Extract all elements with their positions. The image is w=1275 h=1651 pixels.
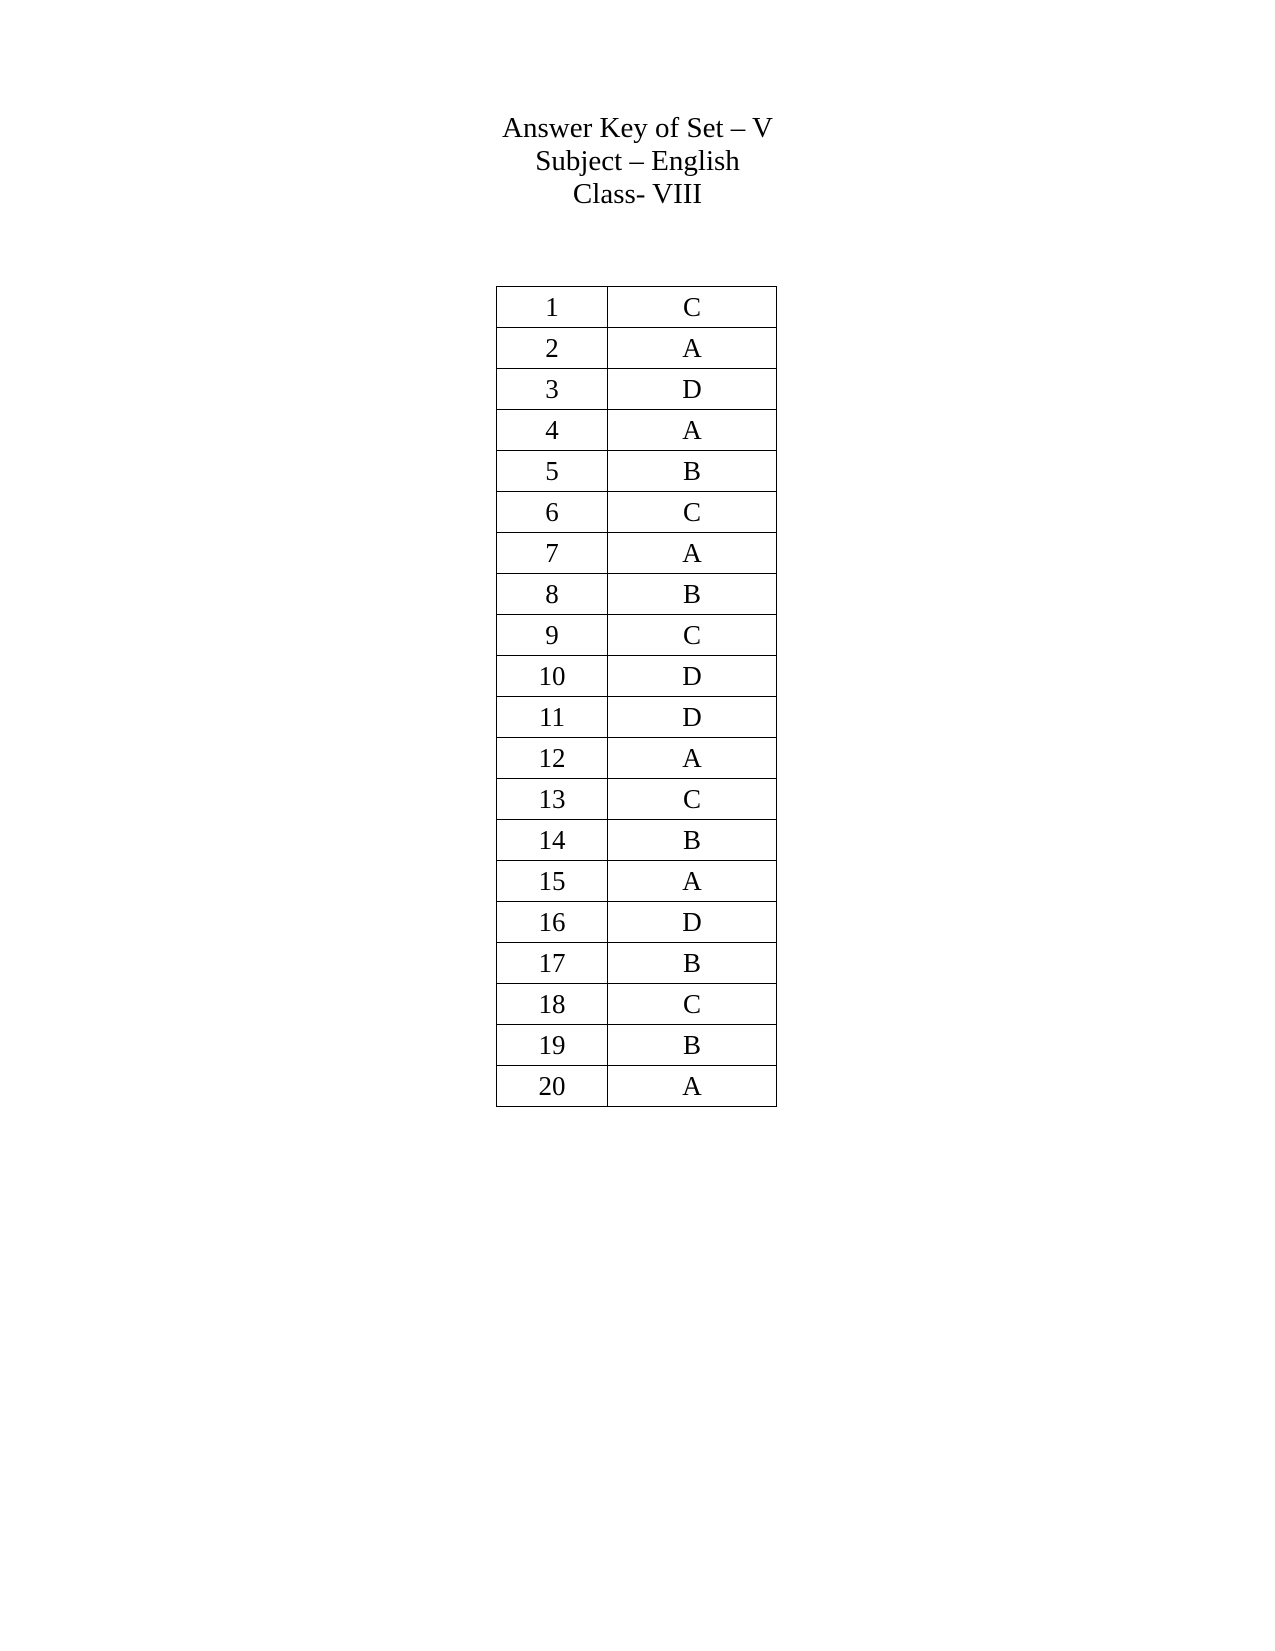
table-row: [497, 1066, 777, 1107]
question-number: 6: [497, 492, 608, 533]
answer-option: D: [608, 656, 777, 697]
table-row: [497, 410, 777, 451]
answer-option: C: [608, 984, 777, 1025]
answer-option: A: [608, 410, 777, 451]
question-number: 12: [497, 738, 608, 779]
question-number: 13: [497, 779, 608, 820]
table-row: [497, 287, 777, 328]
answer-option: C: [608, 287, 777, 328]
question-number: 8: [497, 574, 608, 615]
answer-option: A: [608, 738, 777, 779]
question-number: 3: [497, 369, 608, 410]
answer-option: B: [608, 943, 777, 984]
answer-option: D: [608, 369, 777, 410]
question-number: 17: [497, 943, 608, 984]
answer-option: D: [608, 697, 777, 738]
question-number: 20: [497, 1066, 608, 1107]
table-row: [497, 697, 777, 738]
table-row: [497, 820, 777, 861]
question-number: 18: [497, 984, 608, 1025]
question-number: 1: [497, 287, 608, 328]
answer-option: C: [608, 779, 777, 820]
answer-option: B: [608, 1025, 777, 1066]
table-row: [497, 574, 777, 615]
table-row: [497, 533, 777, 574]
table-row: [497, 492, 777, 533]
answer-rows: [497, 287, 777, 1107]
table-row: [497, 738, 777, 779]
table-row: [497, 861, 777, 902]
question-number: 9: [497, 615, 608, 656]
question-number: 5: [497, 451, 608, 492]
answer-option: A: [608, 1066, 777, 1107]
table-row: [497, 656, 777, 697]
question-number: 16: [497, 902, 608, 943]
table-row: [497, 779, 777, 820]
answer-key-table: [496, 286, 777, 1107]
question-number: 14: [497, 820, 608, 861]
answer-option: C: [608, 615, 777, 656]
answer-option: C: [608, 492, 777, 533]
table-row: [497, 369, 777, 410]
answer-option: B: [608, 574, 777, 615]
answer-option: A: [608, 533, 777, 574]
question-number: 7: [497, 533, 608, 574]
question-number: 11: [497, 697, 608, 738]
question-number: 2: [497, 328, 608, 369]
answer-option: B: [608, 820, 777, 861]
answer-option: A: [608, 328, 777, 369]
question-number: 15: [497, 861, 608, 902]
answer-option: D: [608, 902, 777, 943]
answer-option: B: [608, 451, 777, 492]
table-row: [497, 615, 777, 656]
table-row: [497, 451, 777, 492]
document-header: [0, 112, 1275, 211]
table-row: [497, 328, 777, 369]
answer-option: A: [608, 861, 777, 902]
class-line: Class- VIII: [572, 178, 703, 210]
question-number: 19: [497, 1025, 608, 1066]
table-row: [497, 1025, 777, 1066]
table-row: [497, 943, 777, 984]
subject-line: Subject – English: [535, 145, 740, 177]
table-row: [497, 902, 777, 943]
question-number: 4: [497, 410, 608, 451]
answer-key-title: Answer Key of Set – V: [502, 112, 773, 144]
table-row: [497, 984, 777, 1025]
question-number: 10: [497, 656, 608, 697]
